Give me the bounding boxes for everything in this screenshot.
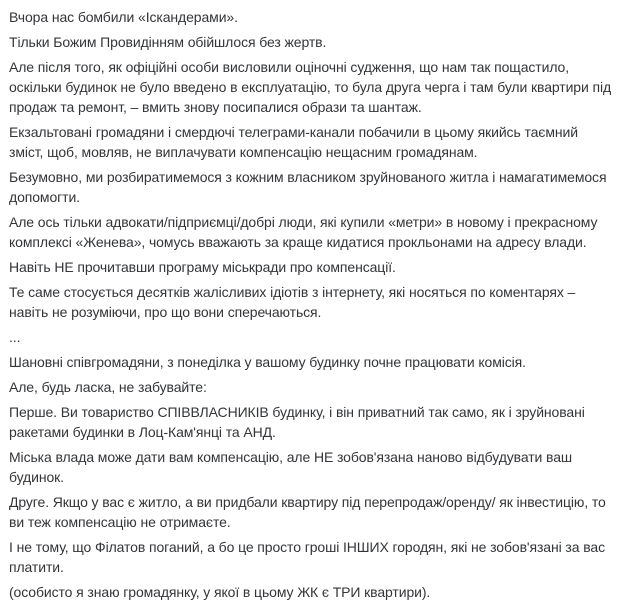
post-paragraph-8: Те саме стосується десятків жалісливих ідіотів з інтернету, які носяться по коментарях – навіть не розуміючи, про що вони сперечаються. xyxy=(9,284,576,320)
post-paragraph-1: Вчора нас бомбили «Іскандерами». xyxy=(9,9,238,25)
post-paragraph-6: Але ось тільки адвокати/підприємці/добрі люди, які купили «метри» в новому і прекрасному комплексі «Женева», чомусь вважають за краще кидатися прокльонами на адресу влади. xyxy=(9,214,598,250)
post-paragraph-2: Тільки Божим Провидінням обійшлося без жертв. xyxy=(9,34,327,50)
post-paragraph-4: Екзальтовані громадяни і смердючі телеграми-канали побачили в цьому якийсь таємний зміст, щоб, мовляв, не виплачувати компенсацію нещасним громадянам. xyxy=(9,124,578,160)
post-paragraph-5: Безумовно, ми розбиратимемося з кожним власником зруйнованого житла і намагатимемося допомогти. xyxy=(9,169,607,205)
post-paragraph-10: Шановні співгромадяни, з понеділка у вашому будинку почне працювати комісія. xyxy=(9,354,526,370)
post-paragraph-11: Але, будь ласка, не забувайте: xyxy=(9,379,207,395)
post-paragraph-12: Перше. Ви товариство СПІВВЛАСНИКІВ будинку, і він приватний так само, як і зруйновані ракетами будинки в Лоц-Кам'янці та АНД. xyxy=(9,404,585,440)
post-paragraph-7: Навіть НЕ прочитавши програму міськради про компенсації. xyxy=(9,259,396,275)
post-paragraph-ellipsis: ... xyxy=(9,329,21,345)
post-paragraph-13: Міська влада може дати вам компенсацію, але НЕ зобов'язана наново відбудувати ваш будинок. xyxy=(9,449,573,485)
post-paragraph-14: Друге. Якщо у вас є житло, а ви придбали квартиру під перепродаж/оренду/ як інвестицію, то ви теж компенсацію не отримаєте. xyxy=(9,494,606,530)
post-paragraph-15: І не тому, що Філатов поганий, а бо це просто гроші ІНШИХ городян, які не зобов'язані за вас платити. xyxy=(9,539,605,575)
post-paragraph-16: (особисто я знаю громадянку, у якої в цьому ЖК є ТРИ квартири). xyxy=(9,584,431,600)
post-paragraph-3: Але після того, як офіційні особи висловили оціночні судження, що нам так пощастило, оскільки будинок не було введено в експлуатацію, то була друга черга і там були квартири під продаж та ремонт, – вмить знову посипалися образи та шантаж. xyxy=(9,59,612,115)
